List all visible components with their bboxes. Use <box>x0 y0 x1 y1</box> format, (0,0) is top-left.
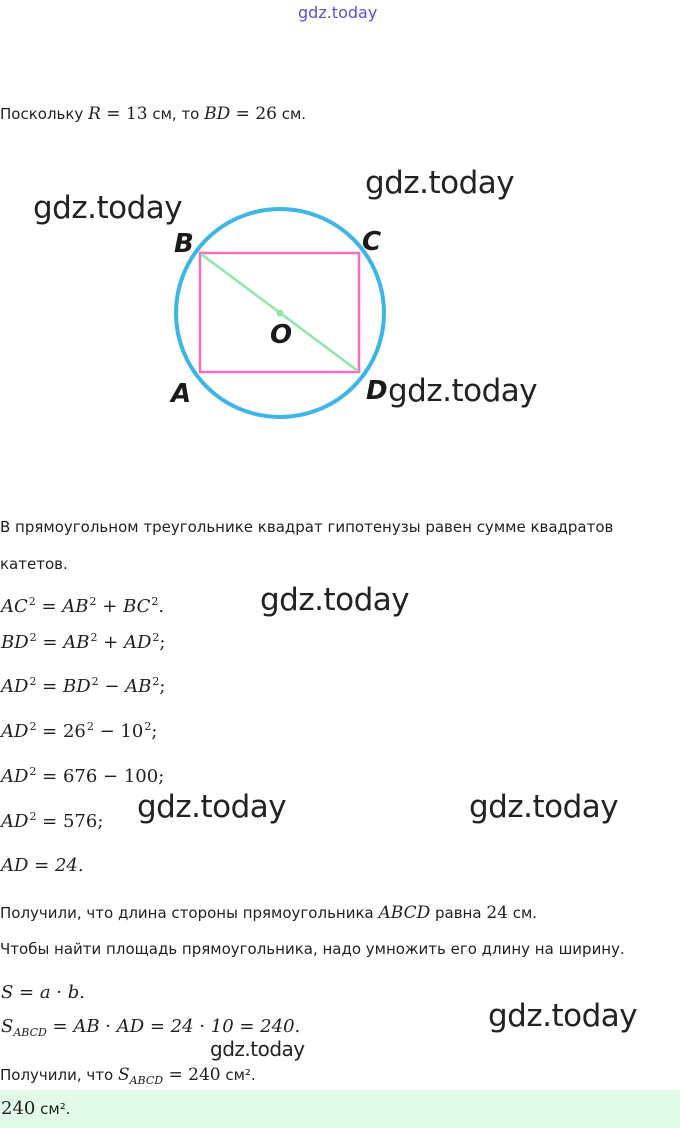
formula-ad-2-term2: − 10 <box>93 721 144 742</box>
sup: 2 <box>29 765 37 778</box>
formula-ac-term2: + BC <box>96 596 151 617</box>
result1-post: см. <box>507 904 538 922</box>
answer-unit: см². <box>35 1100 71 1118</box>
formula-ad-2 <box>1 720 157 742</box>
formula-ad-3-lhs: AD <box>1 766 29 787</box>
label-c: C <box>362 227 382 257</box>
formula-bd-term1: = AB <box>36 632 90 653</box>
area-formula: S = a · b. <box>1 982 85 1003</box>
area-calc-sub: ABCD <box>13 1026 47 1039</box>
intro-post: см. <box>276 105 307 123</box>
formula-ad-4 <box>1 810 103 832</box>
result2-sub: ABCD <box>129 1074 164 1087</box>
intro-mid: см, то <box>147 105 205 123</box>
sup: 2 <box>29 675 37 688</box>
result-area <box>0 1065 256 1087</box>
site-watermark: gdz.today <box>298 3 378 22</box>
label-o: O <box>270 320 293 350</box>
formula-ad-3-rhs: = 676 − 100; <box>36 766 165 787</box>
watermark: gdz.today <box>469 789 619 825</box>
sup: 2 <box>152 675 160 688</box>
sup: 2 <box>29 631 37 644</box>
sup: 2 <box>91 675 99 688</box>
result1-mid: равна <box>430 904 487 922</box>
result2-pre: Получили, что <box>0 1066 118 1084</box>
punct: ; <box>159 632 166 653</box>
punct: ; <box>159 676 166 697</box>
theorem-line-1: В прямоугольном треугольнике квадрат гипотенузы равен сумме квадратов <box>0 518 614 536</box>
formula-ad-1-term2: − AB <box>98 676 152 697</box>
formula-ad-2-term1: = 26 <box>36 721 86 742</box>
sup: 2 <box>28 595 36 608</box>
watermark: gdz.today <box>365 165 515 201</box>
center-point-o <box>277 310 284 317</box>
area-calc-s: S <box>1 1016 14 1037</box>
formula-ad-1-term1: = BD <box>36 676 91 697</box>
intro-bd-var: BD <box>204 104 231 124</box>
formula-bd <box>1 631 165 653</box>
result1-pre: Получили, что длина стороны прямоугольника <box>0 904 379 922</box>
result2-s: S <box>117 1065 130 1085</box>
label-a: A <box>171 379 192 409</box>
sup: 2 <box>29 810 37 823</box>
formula-ad-4-lhs: AD <box>1 811 29 832</box>
formula-ad-2-lhs: AD <box>1 721 29 742</box>
formula-ad-1 <box>1 675 165 697</box>
intro-bd-eq: = 26 <box>230 104 277 124</box>
area-calculation <box>1 1016 300 1039</box>
label-d: D <box>366 376 388 406</box>
formula-bd-term2: + AD <box>97 632 152 653</box>
result-side-length <box>0 903 537 923</box>
watermark: gdz.today <box>388 373 538 409</box>
label-b: B <box>174 229 194 259</box>
sup: 2 <box>89 595 97 608</box>
theorem-line-2: катетов. <box>0 555 68 573</box>
sup: 2 <box>86 720 94 733</box>
watermark: gdz.today <box>137 789 287 825</box>
watermark: gdz.today <box>260 582 410 618</box>
watermark: gdz.today <box>488 998 638 1034</box>
sup: 2 <box>90 631 98 644</box>
sup: 2 <box>151 595 159 608</box>
answer-bar <box>0 1090 680 1128</box>
punct: ; <box>151 721 158 742</box>
circle-rectangle-figure <box>150 190 410 430</box>
formula-ac <box>1 595 164 617</box>
area-rule: Чтобы найти площадь прямоугольника, надо умножить его длину на ширину. <box>0 940 625 958</box>
sup: 2 <box>29 720 37 733</box>
formula-bd-lhs: BD <box>1 632 29 653</box>
answer-text <box>1 1098 70 1119</box>
intro-r-eq: = 13 <box>100 104 148 124</box>
formula-ac-lhs: AC <box>1 596 28 617</box>
formula-ac-term1: = AB <box>35 596 89 617</box>
formula-ad-4-rhs: = 576; <box>36 811 104 832</box>
punct: . <box>158 596 165 617</box>
intro-line <box>0 104 306 124</box>
intro-r-var: R <box>88 104 101 124</box>
sup: 2 <box>144 720 152 733</box>
intro-pre: Поскольку <box>0 105 89 123</box>
formula-ad-3 <box>1 765 164 787</box>
area-calc-rest: = AB · AD = 24 · 10 = 240. <box>46 1016 301 1037</box>
watermark: gdz.today <box>33 190 183 226</box>
result1-var: ABCD <box>378 903 431 923</box>
result2-post: см². <box>220 1066 256 1084</box>
formula-ad-result: AD = 24. <box>1 855 84 876</box>
watermark: gdz.today <box>210 1037 305 1061</box>
formula-ad-1-lhs: AD <box>1 676 29 697</box>
answer-value: 240 <box>1 1098 36 1119</box>
sup: 2 <box>152 631 160 644</box>
result2-eq: = 240 <box>163 1065 221 1085</box>
result1-value: 24 <box>486 903 508 923</box>
